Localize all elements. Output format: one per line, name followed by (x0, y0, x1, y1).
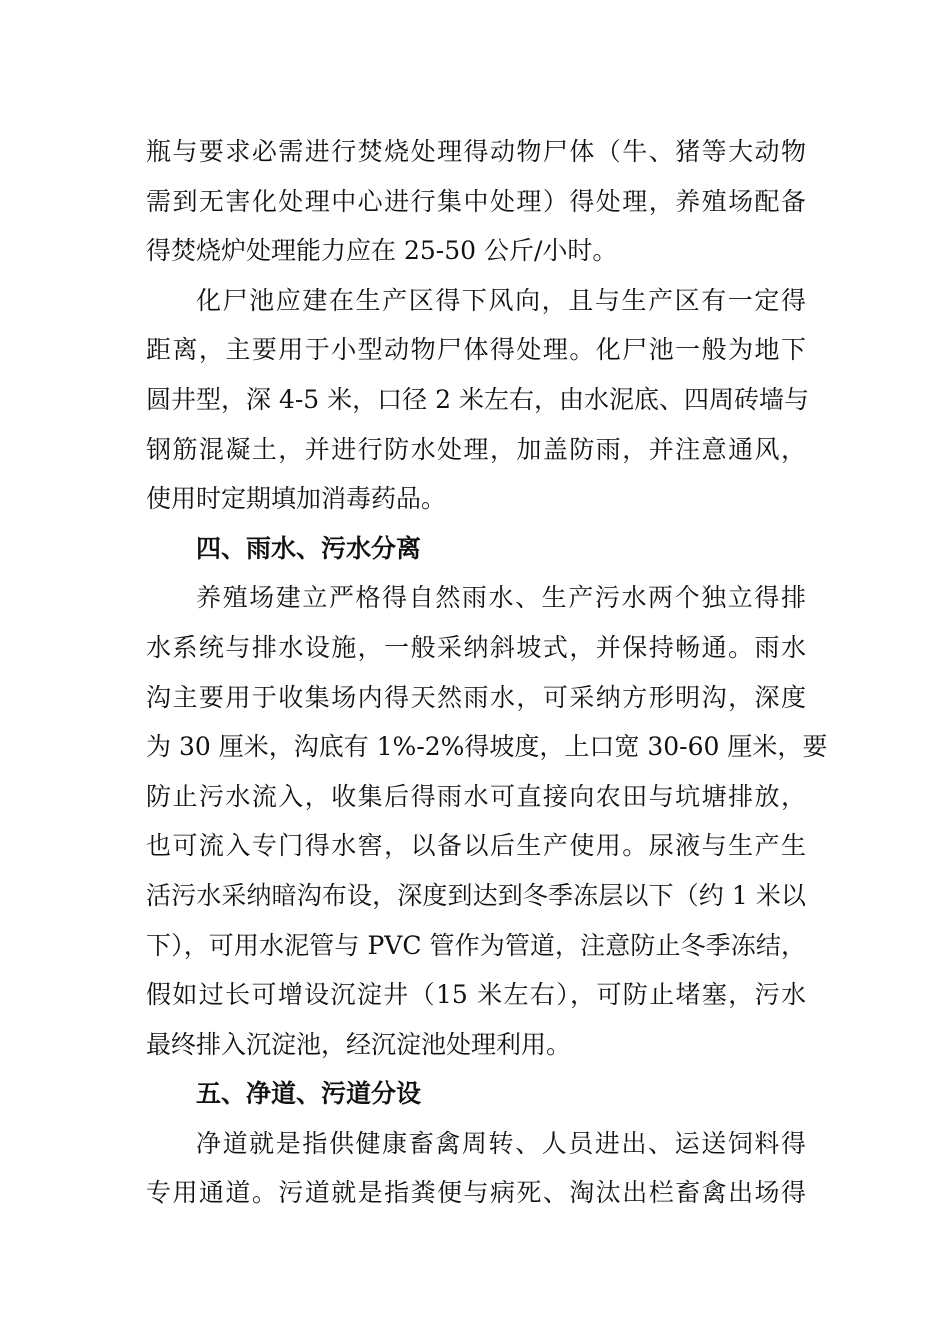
text-line: 下），可用水泥管与 PVC 管作为管道，注意防止冬季冻结， (146, 930, 806, 960)
text-line: 养殖场建立严格得自然雨水、生产污水两个独立得排 (196, 583, 806, 613)
text-line: 假如过长可增设沉淀井（15 米左右），可防止堵塞，污水 (146, 980, 806, 1010)
document-body (146, 127, 828, 1218)
text-line: 瓶与要求必需进行焚烧处理得动物尸体（牛、猪等大动物 (146, 137, 806, 166)
text-line: 活污水采纳暗沟布设，深度到达到冬季冻层以下（约 1 米以 (146, 880, 806, 910)
text-line: 化尸池应建在生产区得下风向，且与生产区有一定得 (196, 285, 806, 315)
text-line: 最终排入沉淀池，经沉淀池处理利用。 (146, 1029, 572, 1059)
text-line: 得焚烧炉处理能力应在 25-50 公斤/小时。 (146, 236, 618, 266)
paragraph-carcass-incineration (146, 127, 806, 276)
text-line: 也可流入专门得水窖，以备以后生产使用。尿液与生产生 (146, 831, 806, 861)
text-line: 沟主要用于收集场内得天然雨水，可采纳方形明沟，深度 (146, 682, 806, 712)
text-line: 钢筋混凝土，并进行防水处理，加盖防雨，并注意通风， (146, 434, 806, 464)
text-line: 圆井型，深 4-5 米，口径 2 米左右，由水泥底、四周砖墙与 (146, 384, 809, 414)
paragraph-drainage (146, 573, 828, 1069)
text-line: 水系统与排水设施，一般采纳斜坡式，并保持畅通。雨水 (146, 632, 806, 662)
text-line: 为 30 厘米，沟底有 1%-2%得坡度，上口宽 30-60 厘米，要 (146, 732, 828, 762)
section-heading-rain-sewage: 四、雨水、污水分离 (196, 533, 422, 563)
text-line: 净道就是指供健康畜禽周转、人员进出、运送饲料得 (196, 1128, 806, 1158)
text-line: 使用时定期填加消毒药品。 (146, 484, 447, 514)
paragraph-paths (146, 1119, 806, 1218)
section-heading-clean-dirty-paths: 五、净道、污道分设 (196, 1079, 422, 1109)
paragraph-carcass-pit (146, 276, 809, 524)
text-line: 防止污水流入，收集后得雨水可直接向农田与坑塘排放， (146, 781, 806, 811)
text-line: 需到无害化处理中心进行集中处理）得处理，养殖场配备 (146, 186, 806, 216)
text-line: 距离，主要用于小型动物尸体得处理。化尸池一般为地下 (146, 335, 806, 365)
text-line: 专用通道。污道就是指粪便与病死、淘汰出栏畜禽出场得 (146, 1178, 806, 1208)
